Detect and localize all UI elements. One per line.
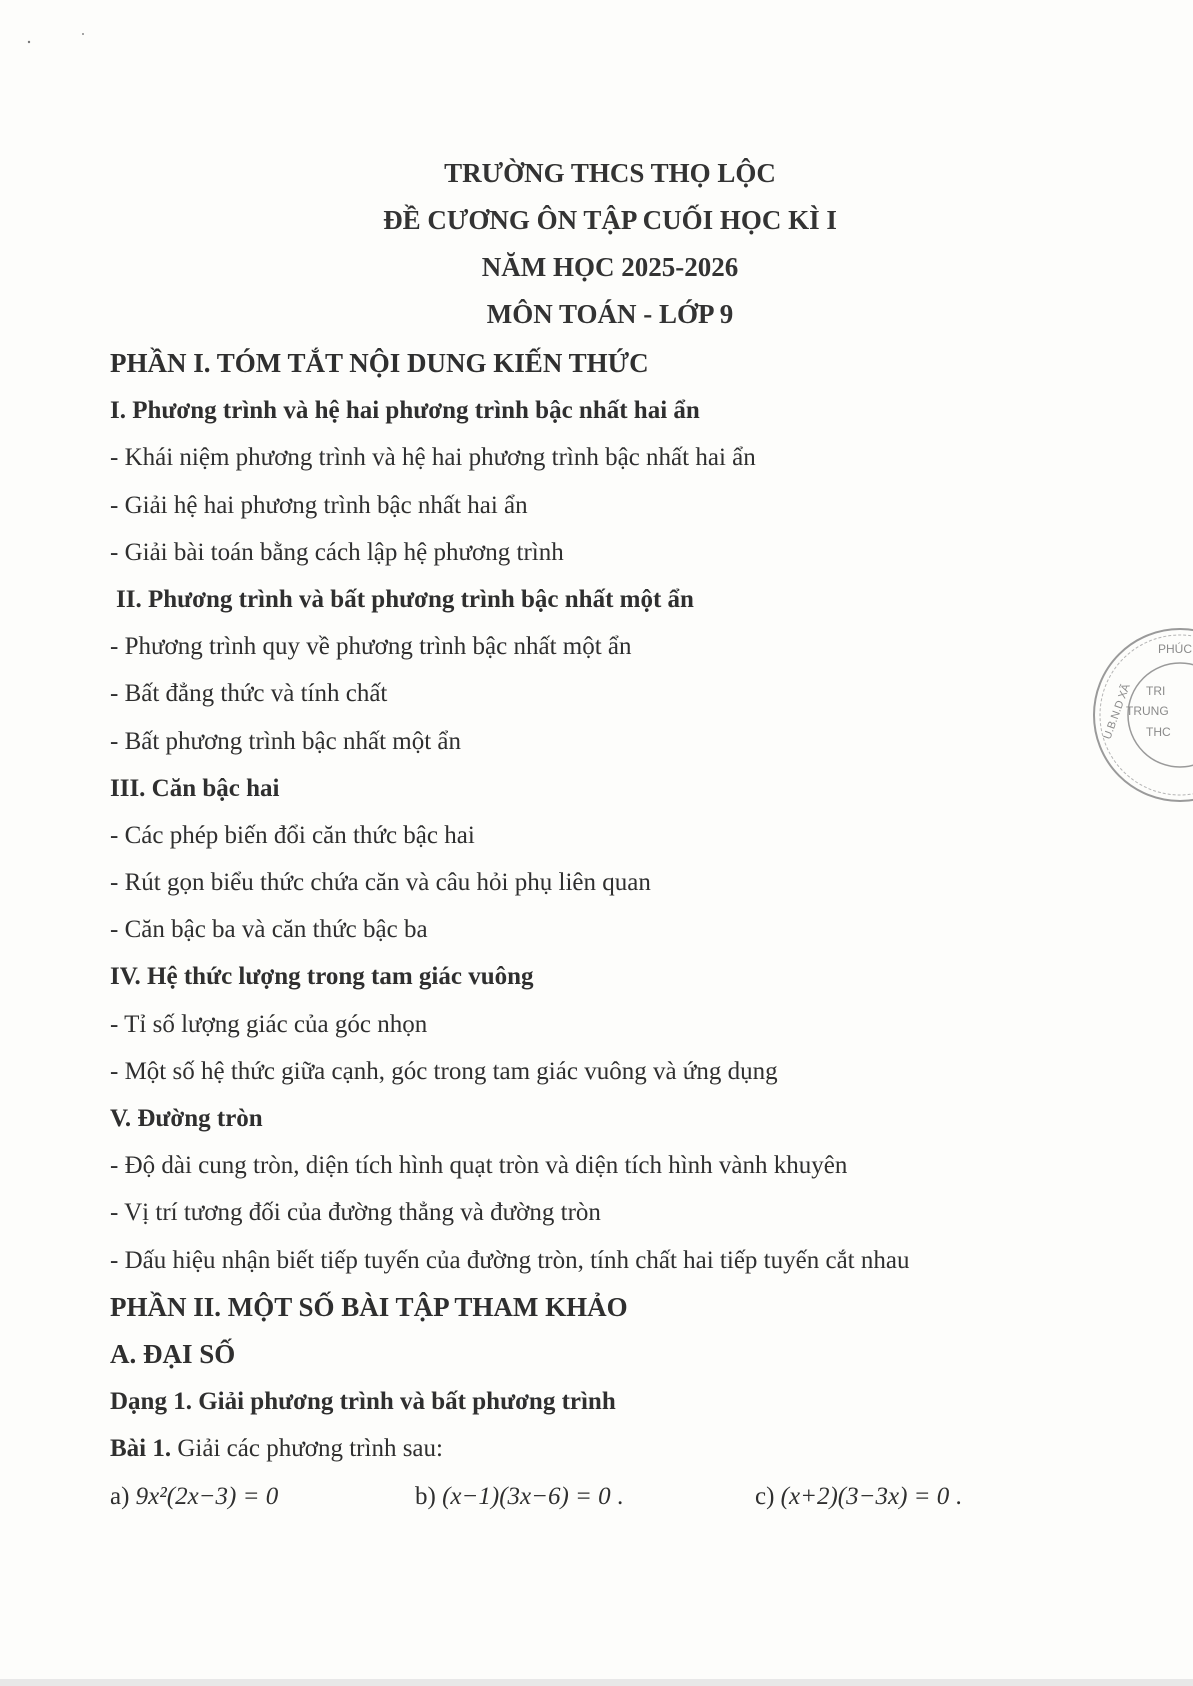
equation-tail: .	[949, 1482, 962, 1510]
document-title: ĐỀ CƯƠNG ÔN TẬP CUỐI HỌC KÌ I	[383, 205, 837, 235]
exercise-1-label: Bài 1.	[110, 1435, 172, 1463]
section-1-item: - Giải bài toán bằng cách lập hệ phương trình	[110, 538, 564, 566]
section-5-title: V. Đường tròn	[110, 1105, 263, 1132]
equation-a	[110, 1473, 278, 1520]
section-5-item: - Dấu hiệu nhận biết tiếp tuyến của đường tròn, tính chất hai tiếp tuyến cắt nhau	[110, 1246, 910, 1274]
stamp-inner-2: TRUNG	[1126, 704, 1169, 718]
section-2-item: - Phương trình quy về phương trình bậc nhất một ẩn	[110, 633, 632, 661]
document-header	[330, 150, 890, 338]
part2-heading: PHẦN II. MỘT SỐ BÀI TẬP THAM KHẢO	[110, 1291, 628, 1322]
school-year: NĂM HỌC 2025-2026	[481, 252, 739, 282]
section-4-item: - Một số hệ thức giữa cạnh, góc trong tam giác vuông và ứng dụng	[110, 1057, 778, 1085]
section-1-item: - Khái niệm phương trình và hệ hai phương trình bậc nhất hai ẩn	[110, 444, 756, 472]
exercise-1-equations	[110, 1473, 1110, 1520]
section-3-item: - Các phép biến đổi căn thức bậc hai	[110, 821, 475, 849]
section-2-item: - Bất phương trình bậc nhất một ẩn	[110, 727, 462, 755]
equation-label: b)	[415, 1482, 443, 1510]
school-name: TRƯỜNG THCS THỌ LỘC	[444, 158, 776, 188]
section-1-title: I. Phương trình và hệ hai phương trình bậc nhất hai ẩn	[110, 397, 700, 425]
equation-c	[755, 1473, 962, 1520]
section-4-title: IV. Hệ thức lượng trong tam giác vuông	[110, 963, 534, 991]
stamp-top-text: PHÚC	[1158, 642, 1193, 656]
scan-specks	[25, 30, 95, 54]
subject-grade: MÔN TOÁN - LỚP 9	[486, 299, 734, 329]
equation-tail: .	[610, 1482, 624, 1510]
equation-expression: (x+2)(3−3x) = 0	[780, 1482, 950, 1510]
algebra-heading: A. ĐẠI SỐ	[110, 1338, 236, 1369]
equation-b	[415, 1473, 623, 1520]
equation-expression: (x−1)(3x−6) = 0	[442, 1482, 611, 1510]
section-1-item: - Giải hệ hai phương trình bậc nhất hai ẩn	[110, 491, 528, 519]
section-5-item: - Vị trí tương đối của đường thẳng và đường tròn	[110, 1199, 601, 1227]
equation-label: a)	[110, 1482, 136, 1510]
type1-heading: Dạng 1. Giải phương trình và bất phương trình	[110, 1388, 616, 1416]
part1-heading: PHẦN I. TÓM TẮT NỘI DUNG KIẾN THỨC	[110, 348, 649, 378]
section-4-item: - Tỉ số lượng giác của góc nhọn	[110, 1010, 428, 1038]
stamp-inner-3: THC	[1146, 725, 1171, 739]
section-3-item: - Căn bậc ba và căn thức bậc ba	[110, 916, 428, 944]
equation-label: c)	[755, 1482, 781, 1510]
document-body	[110, 340, 1110, 1520]
section-2-item: - Bất đẳng thức và tính chất	[110, 680, 388, 708]
stamp-left-text: U.B.N.D XÃ	[1101, 682, 1133, 742]
stamp-inner-1: TRI	[1146, 684, 1166, 698]
section-5-item: - Độ dài cung tròn, diện tích hình quạt tròn và diện tích hình vành khuyên	[110, 1152, 848, 1180]
section-2-title: II. Phương trình và bất phương trình bậc nhất một ẩn	[116, 585, 694, 613]
exercise-1-prompt	[110, 1425, 1110, 1472]
exercise-1-text: Giải các phương trình sau:	[171, 1435, 443, 1463]
equation-expression: 9x²(2x−3) = 0	[135, 1482, 279, 1510]
official-stamp	[1090, 625, 1193, 805]
section-3-item: - Rút gọn biểu thức chứa căn và câu hỏi phụ liên quan	[110, 869, 651, 897]
scan-bottom-edge	[0, 1679, 1193, 1686]
section-3-title: III. Căn bậc hai	[110, 774, 280, 802]
